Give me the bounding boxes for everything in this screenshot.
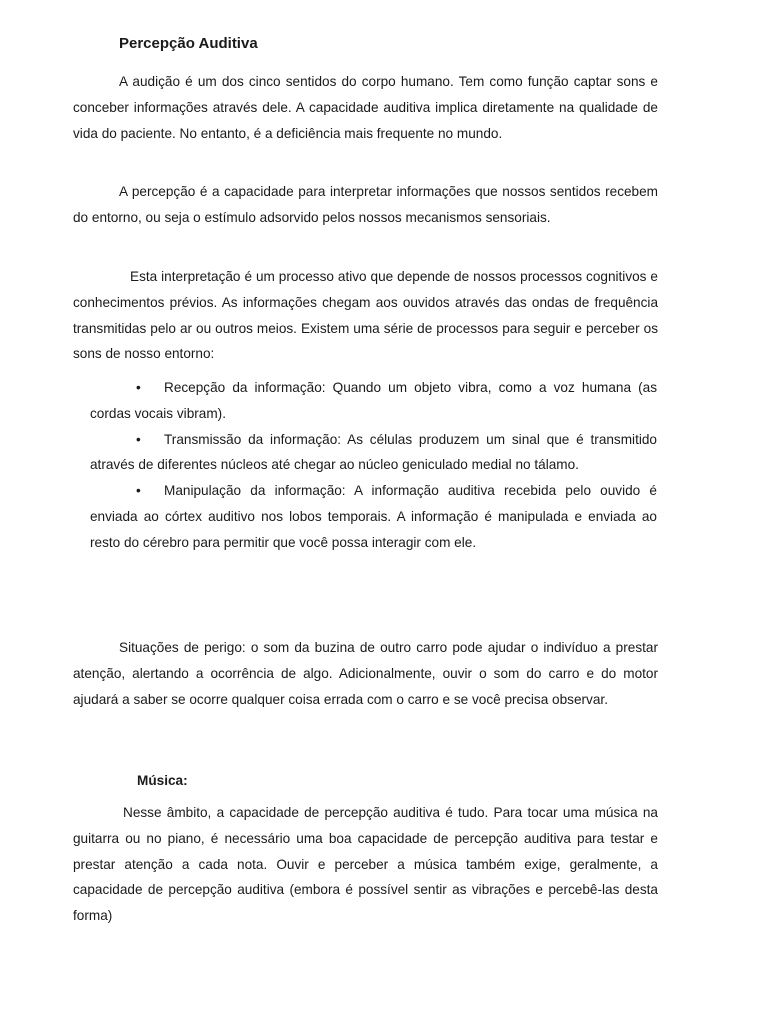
list-item-text: Transmissão da informação: As células produzem um sinal que é transmitido através de diferentes núcleos até chegar ao núcleo geniculado medial no tálamo.	[90, 431, 657, 473]
process-list	[90, 375, 657, 556]
section-heading-music: Música:	[137, 773, 188, 788]
paragraph-intro: A audição é um dos cinco sentidos do corpo humano. Tem como função captar sons e conceber informações através dele. A capacidade auditiva implica diretamente na qualidade de vida do paciente. No entanto, é a deficiência mais frequente no mundo.	[73, 74, 658, 141]
bullet-icon: •	[136, 483, 141, 499]
paragraph-danger-situations: Situações de perigo: o som da buzina de outro carro pode ajudar o indivíduo a prestar atenção, alertando a ocorrência de algo. Adicionalmente, ouvir o som do carro e do motor ajudará a saber se ocorre qualquer coisa errada com o carro e se você precisa observar.	[73, 640, 658, 707]
paragraph-music: Nesse âmbito, a capacidade de percepção auditiva é tudo. Para tocar uma música na guitarra ou no piano, é necessário uma boa capacidade de percepção auditiva para testar e prestar atenção a cada nota. Ouvir e perceber a música também exige, geralmente, a capacidade de percepção auditiva (embora é possível sentir as vibrações e percebê-las desta forma)	[73, 805, 658, 924]
page-title: Percepção Auditiva	[119, 35, 258, 52]
list-item-text: Recepção da informação: Quando um objeto vibra, como a voz humana (as cordas vocais vibram).	[90, 380, 657, 421]
list-item-text: Manipulação da informação: A informação auditiva recebida pelo ouvido é enviada ao córtex auditivo nos lobos temporais. A informação é manipulada e enviada ao resto do cérebro para permitir que você possa interagir com ele.	[90, 483, 657, 550]
list-item	[90, 427, 657, 479]
paragraph-interpretation: Esta interpretação é um processo ativo que depende de nossos processos cognitivos e conhecimentos prévios. As informações chegam aos ouvidos através das ondas de frequência transmitidas pelo ar ou outros meios. Existem uma série de processos para seguir e perceber os sons de nosso entorno:	[73, 269, 658, 362]
paragraph-perception: A percepção é a capacidade para interpretar informações que nossos sentidos recebem do entorno, ou seja o estímulo adsorvido pelos nossos mecanismos sensoriais.	[73, 184, 658, 225]
bullet-icon: •	[136, 380, 141, 395]
list-item	[90, 478, 657, 555]
list-item	[90, 375, 657, 427]
bullet-icon: •	[136, 431, 141, 447]
